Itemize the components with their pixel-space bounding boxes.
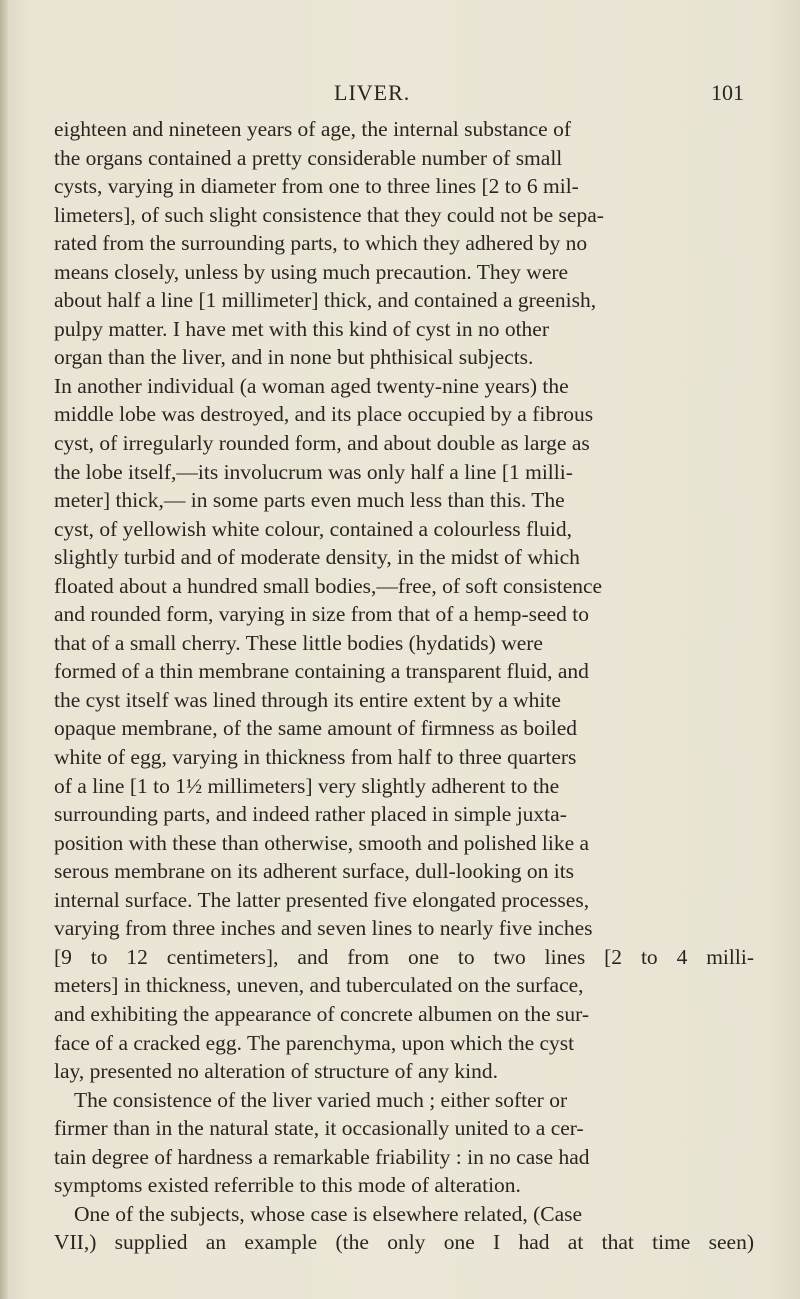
text-line: slightly turbid and of moderate density, in the midst of which <box>54 545 580 570</box>
text-line: and exhibiting the appearance of concrete albumen on the sur- <box>54 1001 590 1026</box>
text-line: cyst, of irregularly rounded form, and about double as large as <box>54 431 590 456</box>
text-line: varying from three inches and seven lines to nearly five inches <box>54 916 593 941</box>
text-line: rated from the surrounding parts, to which they adhered by no <box>54 231 588 256</box>
text-line: face of a cracked egg. The parenchyma, upon which the cyst <box>54 1030 575 1055</box>
text-line: cyst, of yellowish white colour, contained a colourless fluid, <box>54 516 573 541</box>
text-line: eighteen and nineteen years of age, the internal substance of <box>54 117 571 141</box>
text-line: surrounding parts, and indeed rather placed in simple juxta- <box>54 802 567 827</box>
text-line: meter] thick,— in some parts even much less than this. The <box>54 488 565 513</box>
text-line: In another individual (a woman aged twenty-nine years) the <box>54 373 569 398</box>
text-line: the cyst itself was lined through its entire extent by a white <box>54 687 561 712</box>
text-line: cysts, varying in diameter from one to three lines [2 to 6 mil- <box>54 174 579 199</box>
text-line: about half a line [1 millimeter] thick, and contained a greenish, <box>54 288 597 313</box>
text-line: organ than the liver, and in none but phthisical subjects. <box>54 345 534 370</box>
text-line: limeters], of such slight consistence that they could not be sepa- <box>54 202 604 227</box>
text-line: meters] in thickness, uneven, and tuberculated on the surface, <box>54 973 584 998</box>
text-line: One of the subjects, whose case is elsewhere related, (Case <box>74 1201 583 1226</box>
text-line: tain degree of hardness a remarkable friability : in no case had <box>54 1144 590 1169</box>
text-line: the organs contained a pretty considerable number of small <box>54 145 563 170</box>
body-text <box>54 115 754 1257</box>
text-line: middle lobe was destroyed, and its place occupied by a fibrous <box>54 402 594 427</box>
text-line: serous membrane on its adherent surface, dull-looking on its <box>54 859 575 884</box>
text-line: white of egg, varying in thickness from half to three quarters <box>54 745 577 770</box>
running-head: LIVER. <box>334 80 411 105</box>
text-line: The consistence of the liver varied much ; either softer or <box>74 1087 568 1112</box>
text-line: symptoms existed referrible to this mode of alteration. <box>54 1173 521 1198</box>
text-line: and rounded form, varying in size from that of a hemp-seed to <box>54 602 589 627</box>
text-line: [9 to 12 centimeters], and from one to two lines [2 to 4 milli- <box>54 944 754 969</box>
text-line: floated about a hundred small bodies,—free, of soft consistence <box>54 573 603 598</box>
page-binding-edge <box>0 0 8 1299</box>
text-line: VII,) supplied an example (the only one I had at that time seen) <box>54 1230 754 1255</box>
text-line: of a line [1 to 1½ millimeters] very slightly adherent to the <box>54 773 560 798</box>
text-line: means closely, unless by using much precaution. They were <box>54 259 569 284</box>
text-line: formed of a thin membrane containing a transparent fluid, and <box>54 659 589 684</box>
text-line: the lobe itself,—its involucrum was only half a line [1 milli- <box>54 459 573 484</box>
text-line: position with these than otherwise, smooth and polished like a <box>54 830 590 855</box>
text-line: pulpy matter. I have met with this kind of cyst in no other <box>54 316 550 341</box>
text-line: opaque membrane, of the same amount of firmness as boiled <box>54 716 578 741</box>
page-number: 101 <box>711 80 744 105</box>
page-header <box>54 80 744 110</box>
text-line: that of a small cherry. These little bodies (hydatids) were <box>54 630 543 655</box>
text-line: internal surface. The latter presented five elongated processes, <box>54 887 590 912</box>
text-line: firmer than in the natural state, it occasionally united to a cer- <box>54 1116 584 1141</box>
text-line: lay, presented no alteration of structure of any kind. <box>54 1059 498 1084</box>
